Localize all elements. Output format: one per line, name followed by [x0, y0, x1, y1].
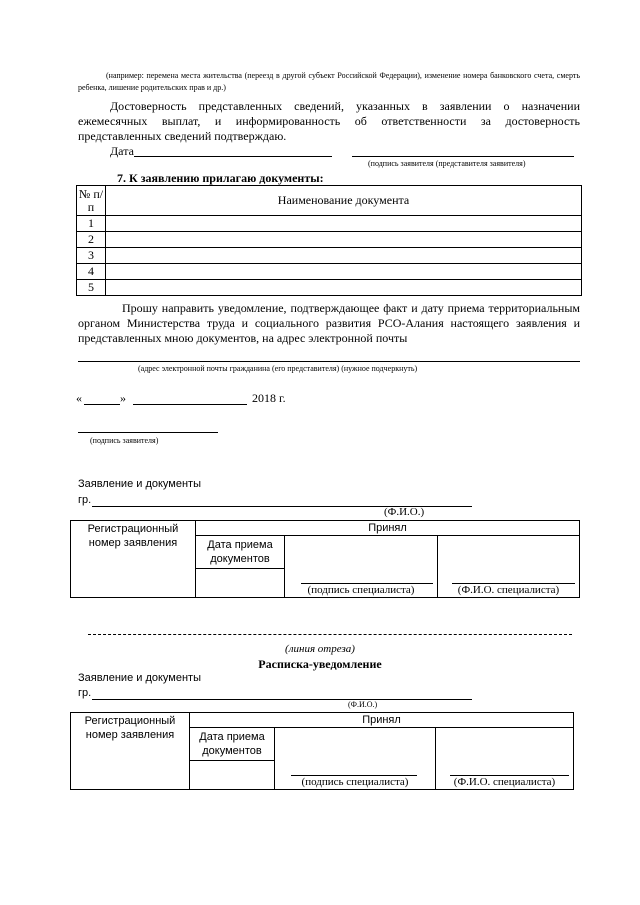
date-close-quote: » [120, 391, 126, 405]
receipt2-specialist-signature: (подпись специалиста) [301, 776, 409, 788]
day-field-line[interactable] [84, 404, 120, 405]
receipt1-specialist-fio: (Ф.И.О. специалиста) [457, 584, 560, 596]
receipt1-reg-number-header: Регистрационный номер заявления [71, 521, 196, 598]
row-number: 2 [77, 232, 106, 248]
row-number: 5 [77, 280, 106, 296]
receipt1-date-received-label: Дата приема документов [196, 536, 284, 569]
date-field-line[interactable] [134, 156, 332, 157]
receipt1-signature-cell[interactable] [285, 536, 438, 598]
receipt2-gr-label: гр. [78, 687, 92, 699]
receipt1-specialist-signature: (подпись специалиста) [307, 584, 415, 596]
receipt1-date-cell [196, 536, 285, 598]
receipt2-statement: Заявление и документы [78, 672, 201, 684]
applicant-signature-line[interactable] [78, 432, 218, 433]
row-number: 4 [77, 264, 106, 280]
receipt2-specialist-cell[interactable] [436, 728, 574, 790]
receipt2-accepted-header: Принял [190, 713, 574, 728]
receipt1-specialist-cell[interactable] [438, 536, 580, 598]
receipt1-statement: Заявление и документы [78, 478, 201, 490]
receipt2-signature-cell[interactable] [275, 728, 436, 790]
receipt2-table [70, 712, 574, 790]
receipt1-table [70, 520, 580, 598]
receipt1-gr-label: гр. [78, 494, 92, 506]
row-number: 1 [77, 216, 106, 232]
receipt2-fio-caption: (Ф.И.О.) [348, 700, 378, 709]
signature-field-line[interactable] [352, 156, 574, 157]
document-name-cell[interactable] [106, 248, 582, 264]
receipt2-date-cell [190, 728, 275, 790]
confirmation-text: Достоверность представленных сведений, указанных в заявлении о назначении ежемесячных выплат, и информированность об ответственности за достоверность представленных сведений подтверждаю. [78, 99, 580, 143]
documents-heading-text: 7. К заявлению прилагаю документы: [117, 171, 324, 185]
email-caption: (адрес электронной почты гражданина (его представителя) (нужное подчеркнуть) [138, 364, 418, 373]
document-name-cell[interactable] [106, 232, 582, 248]
document-name-cell[interactable] [106, 216, 582, 232]
receipt-title: Расписка-уведомление [258, 657, 382, 671]
receipt2-reg-number-header: Регистрационный номер заявления [71, 713, 190, 790]
receipt1-accepted-header: Принял [196, 521, 580, 536]
document-name-cell[interactable] [106, 280, 582, 296]
receipt2-name-field[interactable] [92, 699, 472, 700]
date-label: Дата [110, 144, 134, 158]
receipt1-fio-caption: (Ф.И.О.) [384, 506, 425, 518]
signature-caption: (подпись заявителя (представителя заявителя) [368, 159, 526, 168]
col-num-header: № п/п [77, 186, 106, 216]
applicant-signature-caption: (подпись заявителя) [90, 436, 159, 445]
cut-line [88, 634, 572, 635]
col-name-header: Наименование документа [106, 186, 582, 216]
date-open-quote: « [76, 391, 82, 405]
year-label: 2018 г. [252, 391, 286, 405]
email-field-line[interactable] [78, 361, 580, 362]
receipt2-specialist-fio: (Ф.И.О. специалиста) [453, 776, 556, 788]
receipt2-date-received-label: Дата приема документов [190, 728, 274, 761]
row-number: 3 [77, 248, 106, 264]
month-field-line[interactable] [133, 404, 247, 405]
cut-label: (линия отреза) [285, 643, 355, 655]
request-text: Прошу направить уведомление, подтверждающее факт и дату приема территориальным органом Министерства труда и социального развития РСО-Алания настоящего заявления и представленных мною документов, на адрес электронной почты [78, 301, 580, 345]
document-name-cell[interactable] [106, 264, 582, 280]
documents-heading [117, 171, 324, 186]
documents-table [76, 185, 582, 296]
example-note: (например: перемена места жительства (переезд в другой субъект Российской Федерации), изменение номера банковского счета, смерть ребенка, лишение родительских прав и др.) [78, 71, 580, 92]
